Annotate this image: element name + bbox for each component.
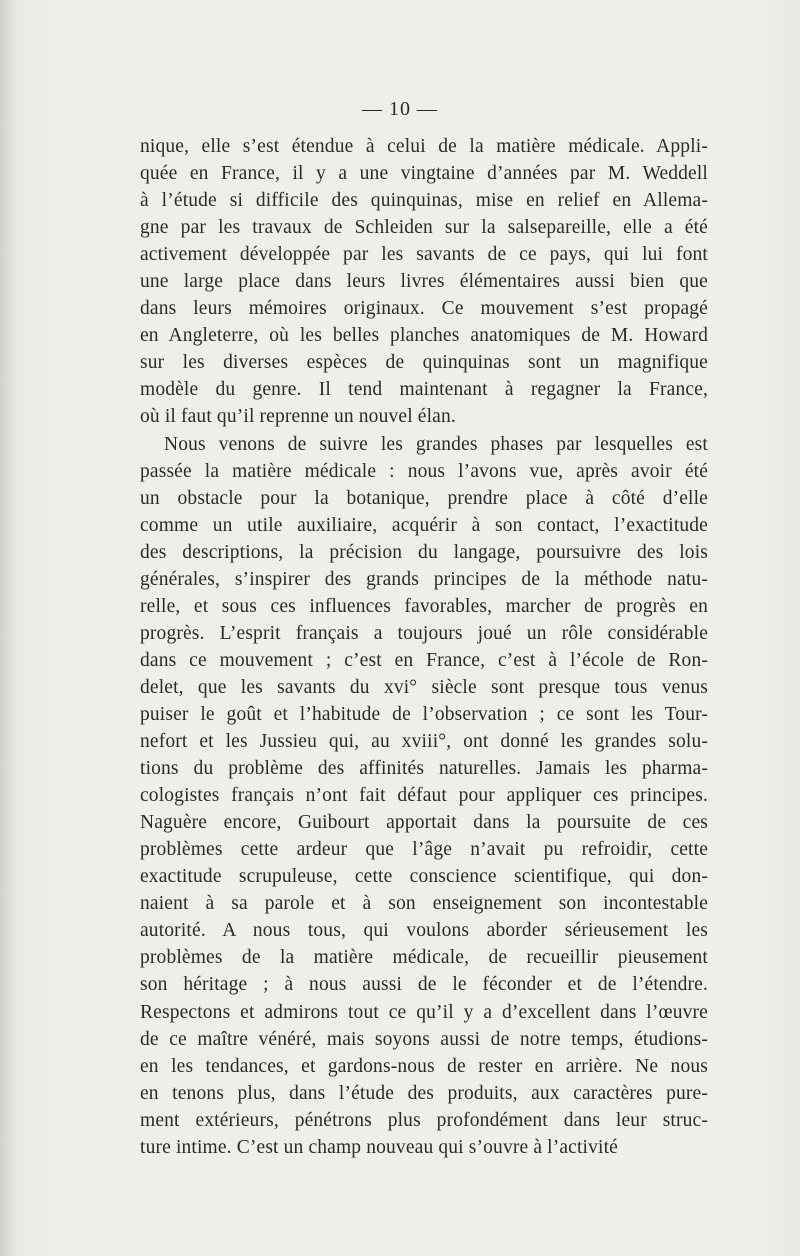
text-line: de ce maître vénéré, mais soyons aussi de notre temps, étudions- xyxy=(140,1028,708,1050)
text-line: modèle du genre. Il tend maintenant à regagner la France, xyxy=(140,379,708,401)
text-line: naient à sa parole et à son enseignement son incontestable xyxy=(140,893,708,915)
text-line: son héritage ; à nous aussi de le féconder et de l’étendre. xyxy=(140,974,708,996)
text-line: puiser le goût et l’habitude de l’observation ; ce sont les Tour- xyxy=(140,703,708,725)
text-line: en Angleterre, où les belles planches anatomiques de M. Howard xyxy=(140,325,708,347)
text-line: comme un utile auxiliaire, acquérir à son contact, l’exactitude xyxy=(140,514,708,536)
text-line: tions du problème des affinités naturelles. Jamais les pharma- xyxy=(140,758,708,780)
text-line: Naguère encore, Guibourt apportait dans la poursuite de ces xyxy=(140,812,708,834)
text-line: nique, elle s’est étendue à celui de la matière médicale. Appli- xyxy=(140,136,708,157)
page-binding-edge xyxy=(0,0,14,1256)
text-line: ment extérieurs, pénétrons plus profondément dans leur struc- xyxy=(140,1109,708,1131)
text-line: générales, s’inspirer des grands principes de la méthode natu- xyxy=(140,568,708,590)
text-line: nefort et les Jussieu qui, au xviii°, ont donné les grandes solu- xyxy=(140,731,708,753)
text-line: passée la matière médicale : nous l’avons vue, après avoir été xyxy=(140,460,708,482)
text-line: relle, et sous ces influences favorables, marcher de progrès en xyxy=(140,595,708,617)
text-line: exactitude scrupuleuse, cette conscience scientifique, qui don- xyxy=(140,866,708,888)
text-line: autorité. A nous tous, qui voulons aborder sérieusement les xyxy=(140,920,708,942)
text-line: une large place dans leurs livres élémentaires aussi bien que xyxy=(140,271,708,293)
text-line: problèmes cette ardeur que l’âge n’avait pu refroidir, cette xyxy=(140,839,708,861)
text-line: activement développée par les savants de ce pays, qui lui font xyxy=(140,244,708,266)
text-line: progrès. L’esprit français a toujours joué un rôle considérable xyxy=(140,622,708,644)
text-line: Nous venons de suivre les grandes phases par lesquelles est xyxy=(164,433,708,455)
text-line: quée en France, il y a une vingtaine d’années par M. Weddell xyxy=(140,163,708,185)
text-line: à l’étude si difficile des quinquinas, mise en relief en Allema- xyxy=(140,190,708,212)
page-number: — 10 — xyxy=(362,98,438,120)
body-text xyxy=(140,133,708,1161)
text-line: problèmes de la matière médicale, de recueillir pieusement xyxy=(140,947,708,969)
text-line: Respectons et admirons tout ce qu’il y a d’excellent dans l’œuvre xyxy=(140,1001,708,1023)
text-line: en tenons plus, dans l’étude des produits, aux caractères pure- xyxy=(140,1082,708,1104)
text-line: delet, que les savants du xvi° siècle sont presque tous venus xyxy=(140,676,708,698)
text-line: ture intime. C’est un champ nouveau qui s’ouvre à l’activité xyxy=(140,1136,618,1158)
text-line: en les tendances, et gardons-nous de rester en arrière. Ne nous xyxy=(140,1055,708,1077)
text-line: un obstacle pour la botanique, prendre place à côté d’elle xyxy=(140,487,708,509)
text-line: sur les diverses espèces de quinquinas sont un magnifique xyxy=(140,352,708,374)
text-line: dans leurs mémoires originaux. Ce mouvement s’est propagé xyxy=(140,298,708,320)
text-line: des descriptions, la précision du langage, poursuivre des lois xyxy=(140,541,708,563)
text-line: gne par les travaux de Schleiden sur la salsepareille, elle a été xyxy=(140,217,708,239)
text-line: où il faut qu’il reprenne un nouvel élan. xyxy=(140,406,456,428)
text-line: cologistes français n’ont fait défaut pour appliquer ces principes. xyxy=(140,785,708,807)
text-line: dans ce mouvement ; c’est en France, c’est à l’école de Ron- xyxy=(140,649,708,671)
